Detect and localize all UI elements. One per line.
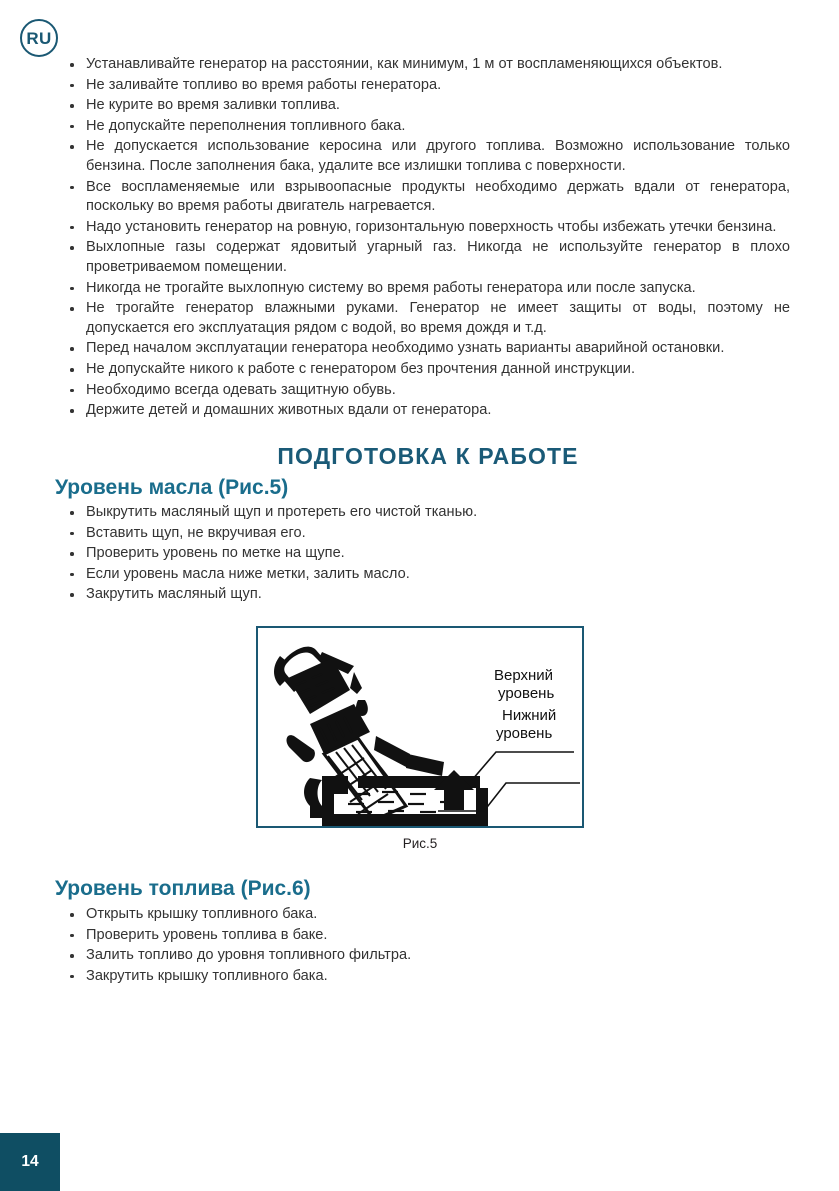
oil-level-list [66, 503, 790, 606]
list-item-text: Не допускайте переполнения топливного бака. [86, 117, 406, 134]
list-item-text: Держите детей и домашних животных вдали от генератора. [86, 402, 492, 419]
fuel-level-list [66, 905, 790, 987]
list-item-text: Проверить уровень топлива в баке. [86, 926, 328, 943]
list-item [66, 401, 790, 421]
list-item-text: Перед началом эксплуатации генератора необходимо узнать варианты аварийной остановки. [86, 340, 725, 357]
list-item [66, 76, 790, 96]
fuel-level-heading: Уровень топлива (Рис.6) [55, 877, 311, 900]
list-item [66, 360, 790, 380]
list-item [66, 503, 790, 523]
list-item-text: Выкрутить масляный щуп и протереть его чистой тканью. [86, 504, 478, 520]
list-item-text: Никогда не трогайте выхлопную систему во время работы генератора или после запуска. [86, 279, 696, 296]
list-item-text: Необходимо всегда одевать защитную обувь. [86, 381, 396, 398]
list-item-text: Устанавливайте генератор на расстоянии, как минимум, 1 м от воспламеняющихся объектов. [86, 56, 723, 72]
list-item-text: Если уровень масла ниже метки, залить масло. [86, 565, 410, 582]
list-item-text: Закрутить масляный щуп. [86, 586, 262, 603]
figure-5-box [256, 626, 584, 828]
list-item-text: Все воспламеняемые или взрывоопасные продукты необходимо держать вдали от генератора, поскольку во время работы двигатель нагревается. [86, 178, 790, 215]
list-item [66, 524, 790, 544]
list-item [66, 137, 790, 176]
list-item-text: Не курите во время заливки топлива. [86, 97, 340, 114]
list-item [66, 381, 790, 401]
oil-level-bullets [66, 503, 790, 605]
list-item [66, 905, 790, 925]
figure-5-caption: Рис.5 [402, 836, 438, 851]
list-item [66, 117, 790, 137]
list-item [66, 178, 790, 217]
safety-bullets [66, 55, 790, 421]
language-badge [20, 19, 58, 57]
page-number-label: 14 [21, 1153, 39, 1171]
figure-label-lower-line1: Нижний [502, 707, 557, 724]
list-item-text: Не заливайте топливо во время работы генератора. [86, 76, 442, 93]
list-item-text: Не трогайте генератор влажными руками. Генератор не имеет защиты от воды, поэтому не допускается его эксплуатация рядом с водой, во время дождя и т.д. [86, 300, 790, 336]
list-item [66, 926, 790, 946]
fuel-level-bullets [66, 905, 790, 986]
list-item [66, 339, 790, 359]
page-title: ПОДГОТОВКА К РАБОТЕ [277, 443, 579, 469]
list-item-text: Закрутить крышку топливного бака. [86, 967, 328, 984]
list-item [66, 218, 790, 238]
oil-dipstick-level-diagram-icon [258, 628, 582, 826]
list-item-text: Выхлопные газы содержат ядовитый угарный газ. Никогда не используйте генератор в плохо проветриваемом помещении. [86, 239, 790, 275]
list-item [66, 55, 790, 75]
language-badge-label: RU [26, 28, 52, 48]
safety-instructions-list [66, 55, 790, 422]
figure-label-lower-line2: уровень [496, 725, 553, 742]
list-item-text: Не допускается использование керосина или другого топлива. Возможно использование только бензина. После заполнения бака, удалите все излишки топлива с поверхности. [86, 138, 790, 174]
list-item [66, 299, 790, 338]
list-item [66, 238, 790, 277]
list-item-text: Вставить щуп, не вкручивая его. [86, 524, 306, 541]
list-item-text: Надо установить генератор на ровную, горизонтальную поверхность чтобы избежать утечки бензина. [86, 218, 777, 235]
list-item-text: Не допускайте никого к работе с генератором без прочтения данной инструкции. [86, 360, 635, 377]
list-item [66, 279, 790, 299]
list-item [66, 585, 790, 605]
list-item [66, 544, 790, 564]
figure-label-upper-line1: Верхний [494, 667, 554, 684]
list-item [66, 565, 790, 585]
list-item [66, 967, 790, 987]
list-item [66, 946, 790, 966]
list-item-text: Залить топливо до уровня топливного фильтра. [86, 947, 412, 964]
page-number-badge [0, 1133, 60, 1191]
oil-level-heading: Уровень масла (Рис.5) [55, 476, 289, 499]
list-item-text: Проверить уровень по метке на щупе. [86, 545, 345, 562]
list-item-text: Открыть крышку топливного бака. [86, 906, 318, 922]
figure-label-upper-line2: уровень [498, 685, 555, 702]
list-item [66, 96, 790, 116]
